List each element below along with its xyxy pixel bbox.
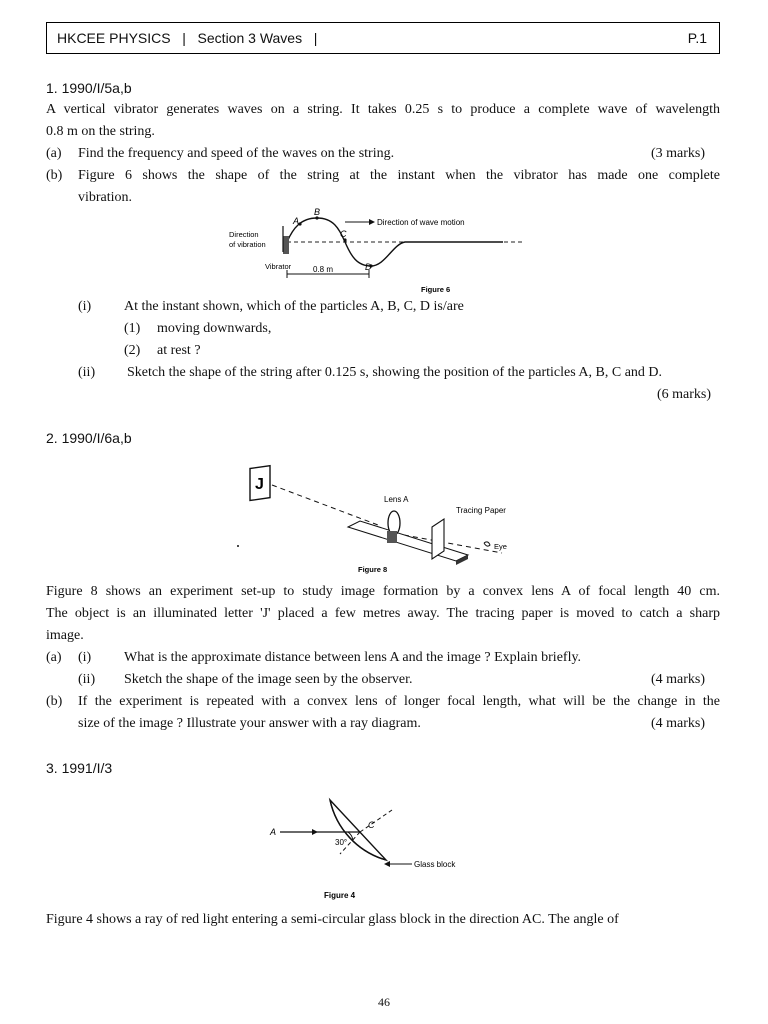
q1-intro-line1: A vertical vibrator generates waves on a string. It takes 0.25 s to produce a complete wave of wavelength [46,102,720,117]
q1-intro-line2: 0.8 m on the string. [46,124,155,139]
figure-6-wave-diagram [225,206,545,298]
figure-8-lens-setup [232,455,532,579]
q1-a-text: Find the frequency and speed of the waves on the string. [78,146,395,161]
q2-a-label: (a) [46,650,62,665]
q1-b-label: (b) [46,168,63,183]
q2-para-line1: Figure 8 shows an experiment set-up to study image formation by a convex lens A of focal length 40 cm. [46,584,720,599]
q2-ai-label: (i) [78,650,92,665]
q1-i-label: (i) [78,299,92,314]
figure-8-lens-label: Lens A [384,495,409,504]
figure-6-caption: Figure 6 [421,285,451,294]
figure-8-letter: J [255,476,264,493]
q1-ii-text: Sketch the shape of the string after 0.125 s, showing the position of the particles A, B, C and D. [127,365,663,380]
figure-6-length-label: 0.8 m [313,265,334,274]
q1-a-marks: (3 marks) [651,146,706,161]
header-title: HKCEE PHYSICS | Section 3 Waves | [57,30,318,46]
q1-i-text: At the instant shown, which of the particles A, B, C, D is/are [124,299,464,314]
page-number: 46 [378,995,390,1009]
figure-6-vibrator-label: Vibrator [265,262,292,271]
q1-b-text-line2: vibration. [78,190,133,205]
q1-i1-label: (1) [124,321,141,336]
q1-ii-marks: (6 marks) [657,387,712,402]
q2-b-text-line2: size of the image ? Illustrate your answer with a ray diagram. [78,716,421,731]
figure-6-direction-motion: Direction of wave motion [377,218,465,227]
figure-4-glass-block [262,782,472,904]
q2-b-marks: (4 marks) [651,716,706,731]
q2-para-line3: image. [46,628,84,643]
figure-6-label-b: B [314,207,321,217]
q1-i2-text: at rest ? [157,343,201,358]
figure-6-label-c: C [340,229,347,239]
q2-title: 2. 1990/I/6a,b [46,430,132,446]
q2-b-text-line1: If the experiment is repeated with a convex lens of longer focal length, what will be the change in the [78,694,720,709]
q2-b-label: (b) [46,694,63,709]
q2-aii-marks: (4 marks) [651,672,706,687]
figure-8-caption: Figure 8 [358,565,388,574]
figure-4-caption: Figure 4 [324,891,356,900]
q1-i1-text: moving downwards, [157,321,272,336]
q3-para-line1: Figure 4 shows a ray of red light entering a semi-circular glass block in the direction AC. The angle of [46,912,619,927]
figure-4-glass-label: Glass block [414,860,456,869]
figure-6-label-a: A [293,216,300,226]
q1-i2-label: (2) [124,343,141,358]
q2-aii-text: Sketch the shape of the image seen by the observer. [124,672,413,687]
q1-b-text-line1: Figure 6 shows the shape of the string at the instant when the vibrator has made one complete [78,168,720,183]
figure-4-label-c: C [368,820,375,830]
figure-6-direction-vib-1: Direction [229,230,259,239]
figure-4-label-a: A [270,827,277,837]
q3-title: 3. 1991/I/3 [46,760,113,776]
figure-6-direction-vib-2: of vibration [229,240,266,249]
figure-8-eye-label: Eye [494,542,507,551]
q1-ii-label: (ii) [78,365,96,380]
q1-a-label: (a) [46,146,62,161]
figure-4-angle-label: 30° [335,838,348,847]
figure-8-paper-label: Tracing Paper [456,506,506,515]
q2-ai-text: What is the approximate distance between lens A and the image ? Explain briefly. [124,650,582,665]
figure-6-label-d: D [365,262,372,272]
q1-title: 1. 1990/I/5a,b [46,80,132,96]
q2-aii-label: (ii) [78,672,96,687]
page-header [46,22,720,54]
header-page: P.1 [687,30,707,46]
q2-para-line2: The object is an illuminated letter 'J' placed a few metres away. The tracing paper is moved to catch a sharp [46,606,720,621]
